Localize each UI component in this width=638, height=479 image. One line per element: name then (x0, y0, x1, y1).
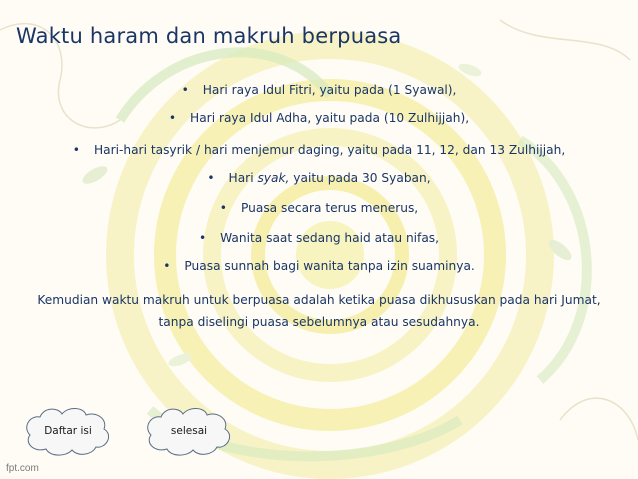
bullet-text: Puasa sunnah bagi wanita tanpa izin suaminya. (184, 259, 475, 273)
bullet-item (0, 83, 638, 97)
bullet-dot-icon: • (72, 143, 80, 157)
bullet-dot-icon: • (198, 231, 207, 245)
selesai-label: selesai (170, 425, 208, 437)
bullet-text: Hari raya Idul Adha, yaitu pada (10 Zulhijjah), (190, 111, 470, 125)
bullet-dot-icon: • (181, 83, 189, 97)
bullet-item (0, 111, 638, 125)
makruh-paragraph: Kemudian waktu makruh untuk berpuasa adalah ketika puasa dikhususkan pada hari Jumat, tanpa diselingi puasa sebelumnya atau sesudahnya. (37, 293, 601, 329)
bullet-italic-text: syak, (257, 171, 290, 185)
bullet-text: yaitu pada 30 Syaban, (289, 171, 431, 185)
daftar-isi-button[interactable] (22, 405, 114, 457)
daftar-isi-label: Daftar isi (44, 425, 92, 437)
bullet-dot-icon: • (168, 111, 177, 125)
selesai-button[interactable] (143, 405, 235, 457)
fpt-watermark: fpt.com (6, 463, 39, 474)
bullet-text: Hari raya Idul Fitri, yaitu pada (1 Syawal), (202, 83, 457, 97)
bullet-text: Hari (228, 171, 258, 185)
bullet-item (0, 171, 638, 185)
bullet-text: Wanita saat sedang haid atau nifas, (220, 231, 440, 245)
bullet-dot-icon: • (219, 201, 227, 215)
bullet-item (0, 231, 638, 245)
bullet-item (0, 143, 638, 157)
bullet-item (0, 201, 638, 215)
bullet-text: Hari-hari tasyrik / hari menjemur daging, yaitu pada 11, 12, dan 13 Zulhijjah, (93, 143, 566, 157)
bullet-dot-icon: • (207, 171, 215, 185)
bullet-item (0, 259, 638, 273)
bullet-text: Puasa secara terus menerus, (241, 201, 419, 215)
bullet-dot-icon: • (163, 259, 171, 273)
slide-title: Waktu haram dan makruh berpuasa (16, 24, 402, 48)
